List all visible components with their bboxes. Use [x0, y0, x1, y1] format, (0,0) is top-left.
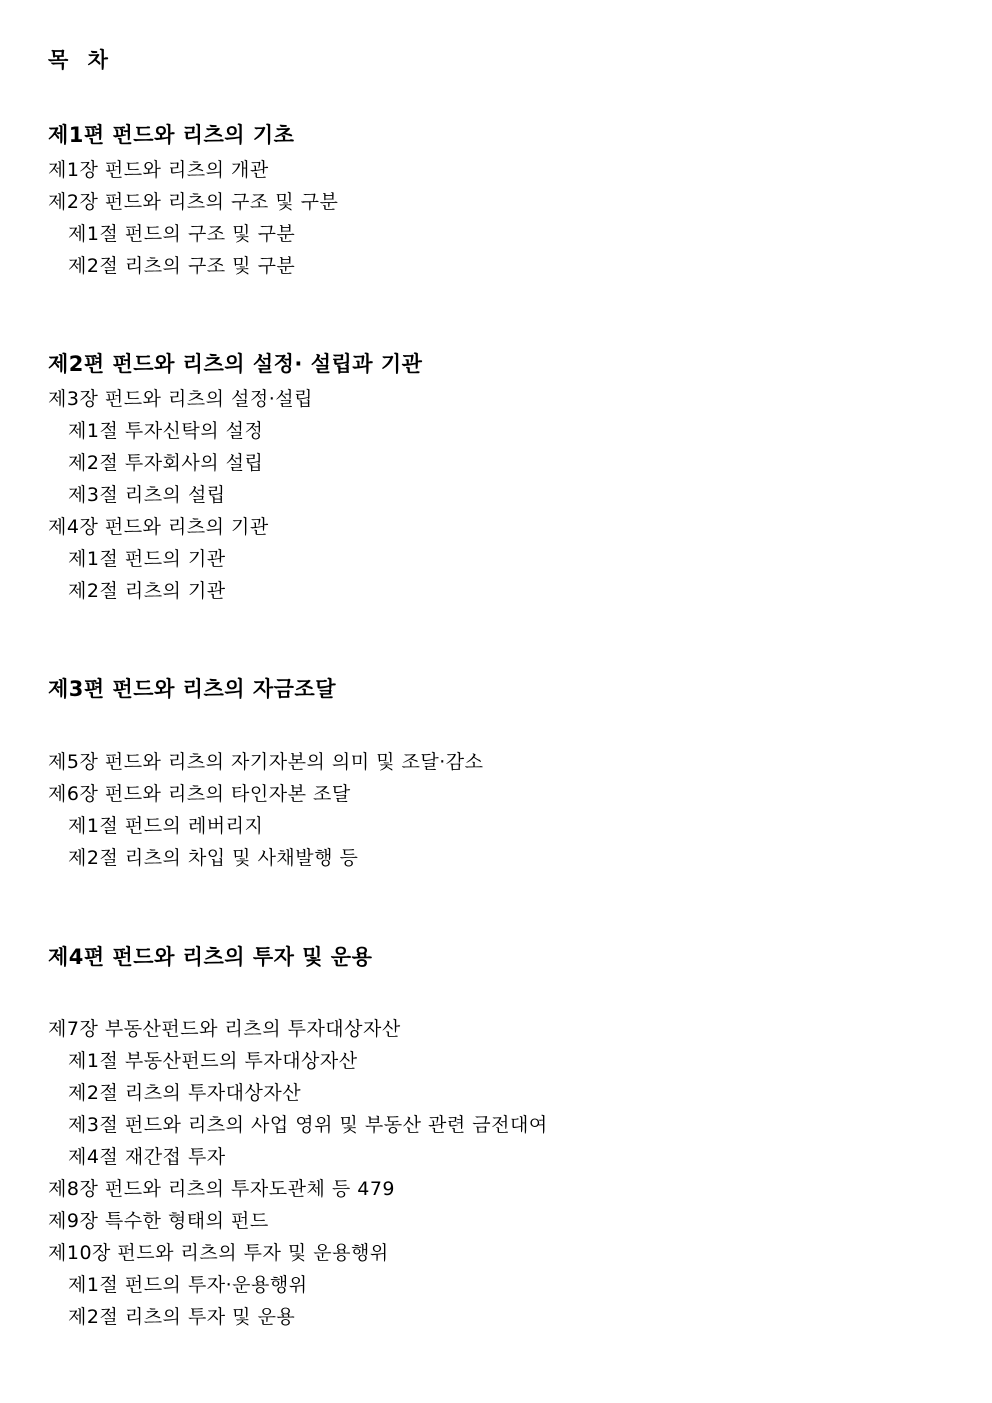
section-title: 제1절 펀드의 투자·운용행위 — [68, 1274, 308, 1296]
chapter-title: 제6장 펀드와 리츠의 타인자본 조달 — [48, 783, 351, 805]
section-title: 제2절 리츠의 차입 및 사채발행 등 — [68, 847, 359, 869]
section-title: 제3절 리츠의 설립 — [68, 484, 226, 506]
section-title: 제2절 리츠의 기관 — [68, 580, 226, 602]
section-title: 제2절 리츠의 구조 및 구분 — [68, 255, 296, 277]
chapter-title: 제8장 펀드와 리츠의 투자도관체 등 479 — [48, 1178, 396, 1200]
section-title: 제4절 재간접 투자 — [68, 1146, 226, 1168]
chapter-title: 제9장 특수한 형태의 펀드 — [48, 1210, 269, 1232]
chapter-title: 제3장 펀드와 리츠의 설정·설립 — [48, 388, 313, 410]
section-title: 제1절 펀드의 레버리지 — [68, 815, 264, 837]
section-title: 제2절 투자회사의 설립 — [68, 452, 264, 474]
chapter-title: 제1장 펀드와 리츠의 개관 — [48, 159, 269, 181]
section-title: 제1절 부동산펀드의 투자대상자산 — [68, 1050, 358, 1072]
part-title: 제4편 펀드와 리츠의 투자 및 운용 — [48, 945, 373, 969]
part-title: 제2편 펀드와 리츠의 설정· 설립과 기관 — [48, 352, 423, 376]
chapter-title: 제10장 펀드와 리츠의 투자 및 운용행위 — [48, 1242, 389, 1264]
section-title: 제1절 펀드의 기관 — [68, 548, 226, 570]
chapter-title: 제7장 부동산펀드와 리츠의 투자대상자산 — [48, 1018, 401, 1040]
toc-title: 목 차 — [48, 48, 114, 72]
part-title: 제1편 펀드와 리츠의 기초 — [48, 123, 295, 147]
chapter-title: 제4장 펀드와 리츠의 기관 — [48, 516, 269, 538]
chapter-title: 제2장 펀드와 리츠의 구조 및 구분 — [48, 191, 339, 213]
section-title: 제2절 리츠의 투자대상자산 — [68, 1082, 302, 1104]
section-title: 제1절 펀드의 구조 및 구분 — [68, 223, 296, 245]
chapter-title: 제5장 펀드와 리츠의 자기자본의 의미 및 조달·감소 — [48, 751, 484, 773]
part-title: 제3편 펀드와 리츠의 자금조달 — [48, 677, 336, 701]
section-title: 제1절 투자신탁의 설정 — [68, 420, 264, 442]
section-title: 제2절 리츠의 투자 및 운용 — [68, 1306, 296, 1328]
section-title: 제3절 펀드와 리츠의 사업 영위 및 부동산 관련 금전대여 — [68, 1114, 548, 1136]
